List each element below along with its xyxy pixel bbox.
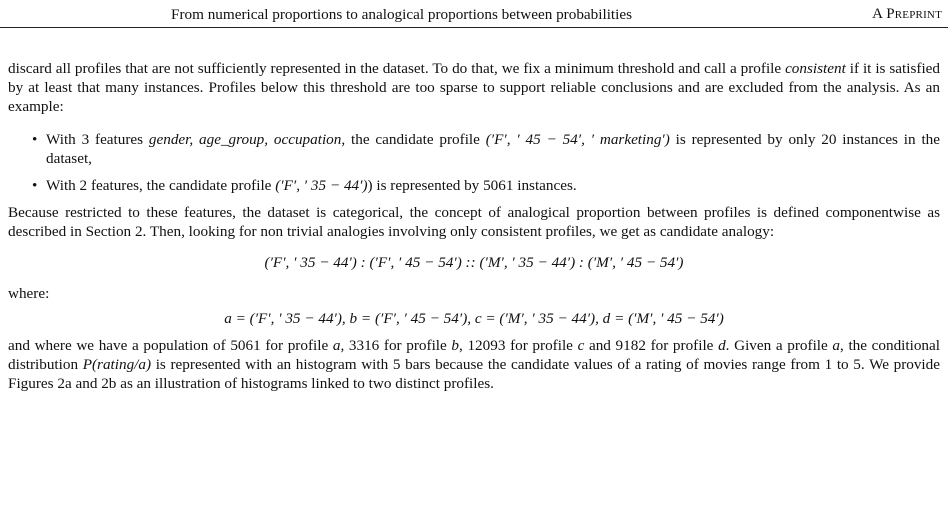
math-b: b — [451, 337, 459, 354]
list-item — [8, 130, 940, 168]
text-span: and 9182 for profile — [584, 337, 719, 354]
text-span: , the conditional distribution — [8, 337, 940, 373]
text-span: discard all profiles that are not sufficiently represented in the dataset. To do that, we fix a minimum threshold and call a profile — [8, 60, 786, 77]
running-header — [0, 0, 948, 27]
math-conditional-probability: P(rating/a) — [82, 356, 152, 373]
math-c: c — [577, 337, 585, 354]
text-span: if it is satisfied by at least that many instances. Profiles below this threshold are too sparse to support reliable conclusions and are excluded from the analysis. As an example: — [8, 60, 940, 115]
where-label: where: — [8, 285, 50, 302]
text-span: With 3 features — [46, 131, 149, 148]
text-span: , the candidate profile — [341, 131, 486, 148]
bullet-icon: • — [32, 177, 38, 194]
paragraph-consistent-profiles — [8, 59, 940, 116]
math-a: a — [832, 337, 840, 354]
bullet-icon: • — [32, 131, 38, 148]
math-d: d — [718, 337, 726, 354]
preprint-label: A Preprint — [872, 6, 942, 22]
list-item — [8, 176, 940, 195]
text-span: is represented by only 20 instances in the dataset, — [46, 131, 940, 167]
paragraph-populations — [8, 336, 940, 393]
paragraph-analogy-intro: Because restricted to these features, the dataset is categorical, the concept of analogical proportion between profiles is defined componentwise as described in Section 2. Then, looking for non trivial analogies involving only consistent profiles, we get as candidate analogy: — [8, 204, 940, 240]
text-span: ) is represented by 5061 instances. — [367, 177, 577, 194]
math-profile: (′F′, ′ 35 − 44′) — [275, 177, 368, 194]
page-body — [8, 59, 940, 393]
text-span: With 2 features, the candidate profile — [46, 177, 276, 194]
header-rule — [0, 27, 948, 28]
math-profile: (′F′, ′ 45 − 54′, ′ marketing′) — [485, 131, 670, 148]
text-span: , 12093 for profile — [459, 337, 578, 354]
emphasis-consistent: consistent — [785, 60, 846, 77]
example-list — [8, 130, 940, 195]
running-title: From numerical proportions to analogical proportions between probabilities — [171, 6, 633, 23]
equation-candidate-analogy: (′F′, ′ 35 − 44′) : (′F′, ′ 45 − 54′) :: (′M′, ′ 35 − 44′) : (′M′, ′ 45 − 54′) — [264, 254, 684, 271]
equation-profile-definitions: a = (′F′, ′ 35 − 44′), b = (′F′, ′ 45 − 54′), c = (′M′, ′ 35 − 44′), d = (′M′, ′ 45 − 54′) — [224, 310, 724, 327]
math-features: gender, age_group, occupation — [148, 131, 342, 148]
text-span: and where we have a population of 5061 for profile — [8, 337, 333, 354]
math-a: a — [332, 337, 341, 354]
text-span: . Given a profile — [725, 337, 833, 354]
text-span: , 3316 for profile — [340, 337, 452, 354]
text-span: is represented with an histogram with 5 bars because the candidate values of a rating of movies range from 1 to 5. We provide Figures 2a and 2b as an illustration of histograms linked to two distinct profiles. — [8, 356, 940, 392]
